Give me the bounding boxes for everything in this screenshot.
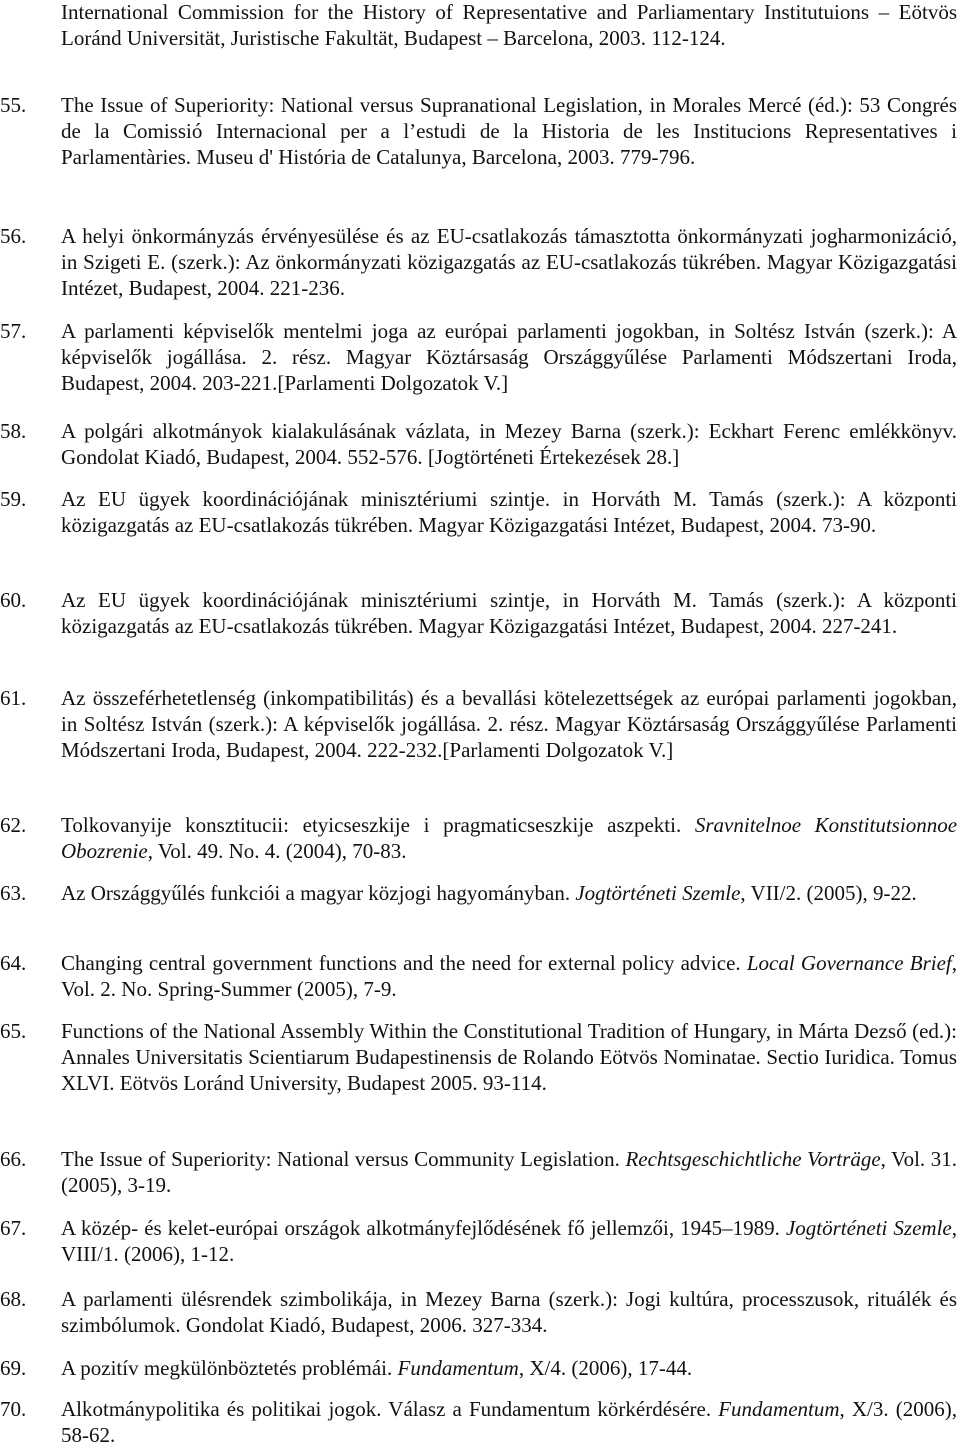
entry-number: 60. [0,588,27,612]
reference-entry [0,1146,957,1198]
reference-entry [0,318,957,396]
reference-entry [0,685,957,763]
entry-text: Az EU ügyek koordinációjának minisztériumi szintje. in Horváth M. Tamás (szerk.): A központi közigazgatás az EU-csatlakozás tükrében. Magyar Közigazgatási Intézet, Budapest, 2004. 73-90. [61,487,957,537]
journal-title: Jogtörténeti Szemle [785,1216,952,1240]
entry-number: 68. [0,1287,27,1311]
entry-number: 63. [0,881,27,905]
reference-entry [0,1355,957,1381]
entry-number: 59. [0,487,27,511]
entry-text: A pozitív megkülönböztetés problémái. Fundamentum, X/4. (2006), 17-44. [61,1356,693,1380]
reference-entry [0,1286,957,1338]
reference-entry [0,1215,957,1267]
reference-entry [0,223,957,301]
entry-number: 55. [0,93,27,117]
entry-text: International Commission for the History of Representative and Parliamentary Institutuions – Eötvös Loránd Universität, Juristische Fakultät, Budapest – Barcelona, 2003. 112-124. [61,0,957,50]
journal-title: Jogtörténeti Szemle [575,881,741,905]
entry-number: 62. [0,813,27,837]
entry-text: Functions of the National Assembly Within the Constitutional Tradition of Hungary, in Márta Dezső (ed.): Annales Universitatis Scientiarum Budapestinensis de Rolando Eötvös Nominatae. Sectio Iuridica. Tomus XLVI. Eötvös Loránd University, Budapest 2005. 93-114. [61,1019,957,1095]
journal-title: Rechtsgeschichtliche Vorträge [625,1147,881,1171]
journal-title: Fundamentum [397,1356,519,1380]
reference-entry [0,0,957,51]
entry-text: The Issue of Superiority: National versus Community Legislation. Rechtsgeschichtliche Vorträge, Vol. 31. (2005), 3-19. [61,1147,957,1197]
entry-number: 56. [0,224,27,248]
entry-number: 67. [0,1216,27,1240]
reference-entry [0,587,957,639]
entry-number: 58. [0,419,27,443]
entry-text: The Issue of Superiority: National versus Supranational Legislation, in Morales Mercé (éd.): 53 Congrés de la Comissió Internacional per a l’estudi de la Historia de les Institucions Representatives i Parlamentàries. Museu d' História de Catalunya, Barcelona, 2003. 779-796. [61,93,957,169]
entry-text: A parlamenti képviselők mentelmi joga az európai parlamenti jogokban, in Soltész István (szerk.): A képviselők jogállása. 2. rész. Magyar Köztársaság Országgyűlése Parlamenti Módszertani Iroda, Budapest, 2004. 203-221.[Parlamenti Dolgozatok V.] [61,319,957,395]
reference-entry [0,880,957,906]
journal-title: Sravnitelnoe Konstitutsionnoe Obozrenie [61,813,958,863]
reference-entry [0,418,957,470]
entry-text: Alkotmánypolitika és politikai jogok. Válasz a Fundamentum körkérdésére. Fundamentum, X/3. (2006), 58-62. [61,1397,957,1447]
entry-text: Az összeférhetetlenség (inkompatibilitás) és a bevallási kötelezettségek az európai parlamenti jogokban, in Soltész István (szerk.): A képviselők jogállása. 2. rész. Magyar Köztársaság Országgyűlése Parlamenti Módszertani Iroda, Budapest, 2004. 222-232.[Parlamenti Dolgozatok V.] [61,686,957,762]
entry-number: 64. [0,951,27,975]
entry-text: A parlamenti ülésrendek szimbolikája, in Mezey Barna (szerk.): Jogi kultúra, processzusok, rituálék és szimbólumok. Gondolat Kiadó, Budapest, 2006. 327-334. [61,1287,957,1337]
entry-text: A polgári alkotmányok kialakulásának vázlata, in Mezey Barna (szerk.): Eckhart Ferenc emlékkönyv. Gondolat Kiadó, Budapest, 2004. 552-576. [Jogtörténeti Értekezések 28.] [61,419,957,469]
entry-number: 69. [0,1356,27,1380]
reference-entry [0,812,957,864]
reference-entry [0,92,957,170]
entry-text: Tolkovanyije konsztitucii: etyicseszkije i pragmaticseszkije aszpekti. Sravnitelnoe Konstitutsionnoe Obozrenie, Vol. 49. No. 4. (2004), 70-83. [61,813,958,863]
entry-number: 65. [0,1019,27,1043]
entry-number: 66. [0,1147,27,1171]
reference-entry [0,1018,957,1096]
entry-text: Changing central government functions and the need for external policy advice. Local Governance Brief, Vol. 2. No. Spring-Summer (2005), 7-9. [61,951,957,1001]
entry-number: 70. [0,1397,27,1421]
entry-text: A helyi önkormányzás érvényesülése és az EU-csatlakozás támasztotta önkormányzati jogharmonizáció, in Szigeti E. (szerk.): Az önkormányzati közigazgatás az EU-csatlakozás tükrében. Magyar Közigazgatási Intézet, Budapest, 2004. 221-236. [61,224,957,300]
reference-entry [0,950,957,1002]
entry-text: Az EU ügyek koordinációjának minisztériumi szintje, in Horváth M. Tamás (szerk.): A központi közigazgatás az EU-csatlakozás tükrében. Magyar Közigazgatási Intézet, Budapest, 2004. 227-241. [61,588,957,638]
journal-title: Fundamentum [718,1397,840,1421]
entry-text: Az Országgyűlés funkciói a magyar közjogi hagyományban. Jogtörténeti Szemle, VII/2. (2005), 9-22. [61,881,917,905]
journal-title: Local Governance Brief [746,951,952,975]
entry-number: 61. [0,686,27,710]
entry-number: 57. [0,319,27,343]
entry-text: A közép- és kelet-európai országok alkotmányfejlődésének fő jellemzői, 1945–1989. Jogtörténeti Szemle, VIII/1. (2006), 1-12. [61,1216,957,1266]
reference-entry [0,486,957,538]
reference-entry [0,1396,957,1448]
